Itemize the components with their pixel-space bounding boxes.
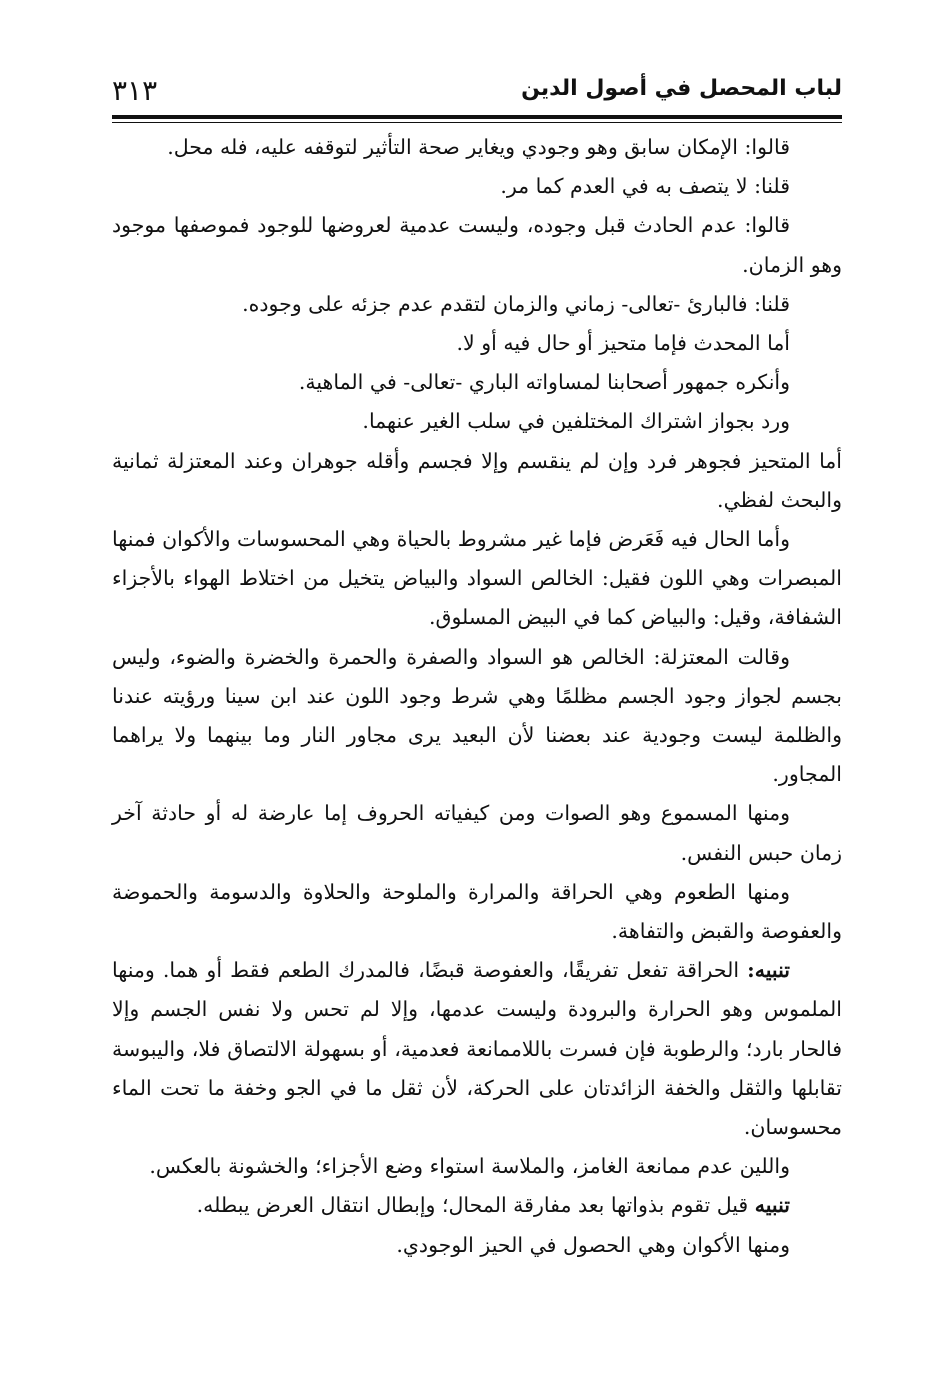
page-header [112,74,842,114]
note-text-2: قيل تقوم بذواتها بعد مفارقة المحال؛ وإبطال انتقال العرض يبطله. [196,1193,755,1218]
paragraph-4: قلنا: فالبارئ -تعالى- زماني والزمان لتقدم عدم جزئه على وجوده. [242,291,790,316]
paragraph-1: قالوا: الإمكان سابق وهو وجودي ويغاير صحة التأثير لتوقفه عليه، فله محل. [167,135,790,159]
paragraph-16: ومنها الأكوان وهي الحصول في الحيز الوجودي. [396,1232,790,1257]
paragraph-10: وقالت المعتزلة: الخالص هو السواد والصفرة والحمرة والخضرة والضوء، وليس بجسم لجواز وجود الجسم مظلمًا وهي شرط وجود اللون عند ابن سينا ورؤيته عندنا والظلمة ليست وجودية عند بعضنا لأن البعيد يرى مجاور النار وما بينهما ولا يراهما المجاور. [112,644,842,787]
header-rule-thin [112,122,842,123]
paragraph-9: وأما الحال فيه فَعَرض فإما غير مشروط بالحياة وهي المحسوسات والأكوان فمنها المبصرات وهي اللون فقيل: الخالص السواد والبياض يتخيل من اختلاط الهواء بالأجزاء الشفافة، وقيل: والبياض كما في البيض المسلوق. [112,527,842,630]
page-number: ٣١٣ [112,74,158,107]
paragraph-13 [112,951,842,1147]
paragraph-7: ورد بجواز اشتراك المختلفين في سلب الغير عنهما. [362,409,790,434]
paragraph-14: واللين عدم ممانعة الغامز، والملاسة استواء وضع الأجزاء؛ والخشونة بالعكس. [149,1154,790,1179]
note-lead-1: تنبيه: [747,958,790,983]
note-text-1: الحراقة تفعل تفريقًا، والعفوصة قبضًا، فالمدرك الطعم فقط أو هما. ومنها الملموس وهو الحرارة والبرودة وليست عدمها، وإلا لم تحس ولا نفس الجسم وإلا فالحار بارد؛ والرطوبة فإن فسرت باللاممانعة فعدمية، أو بسهولة الالتصاق فلا، واليبوسة تقابلها والثقل والخفة الزائدتان على الحركة، لأن ثقل ما في الجو وخفة ما تحت الماء محسوسان. [112,958,842,1140]
body-text [112,128,842,1265]
paragraph-3: قالوا: عدم الحادث قبل وجوده، وليست عدمية لعروضها للوجود فموصفها موجود وهو الزمان. [112,213,842,277]
paragraph-12: ومنها الطعوم وهي الحراقة والمرارة والملوحة والحلاوة والدسومة والحموضة والعفوصة والقبض والتفاهة. [112,879,842,944]
paragraph-15 [112,1186,842,1225]
paragraph-5: أما المحدث فإما متحيز أو حال فيه أو لا. [456,331,790,356]
running-title: لباب المحصل في أصول الدين [521,76,842,101]
note-lead-2: تنبيه [754,1193,790,1218]
paragraph-11: ومنها المسموع وهو الصوات ومن كيفياته الحروف إما عارضة له أو حادثة آخر زمان حبس النفس. [112,801,842,865]
header-rule-thick [112,115,842,119]
paragraph-2: قلنا: لا يتصف به في العدم كما مر. [500,174,790,199]
paragraph-8: أما المتحيز فجوهر فرد وإن لم ينقسم وإلا فجسم وأقله جوهران وعند المعتزلة ثمانية والبحث لفظي. [112,448,842,512]
paragraph-6: وأنكره جمهور أصحابنا لمساواته الباري -تعالى- في الماهية. [298,370,790,395]
